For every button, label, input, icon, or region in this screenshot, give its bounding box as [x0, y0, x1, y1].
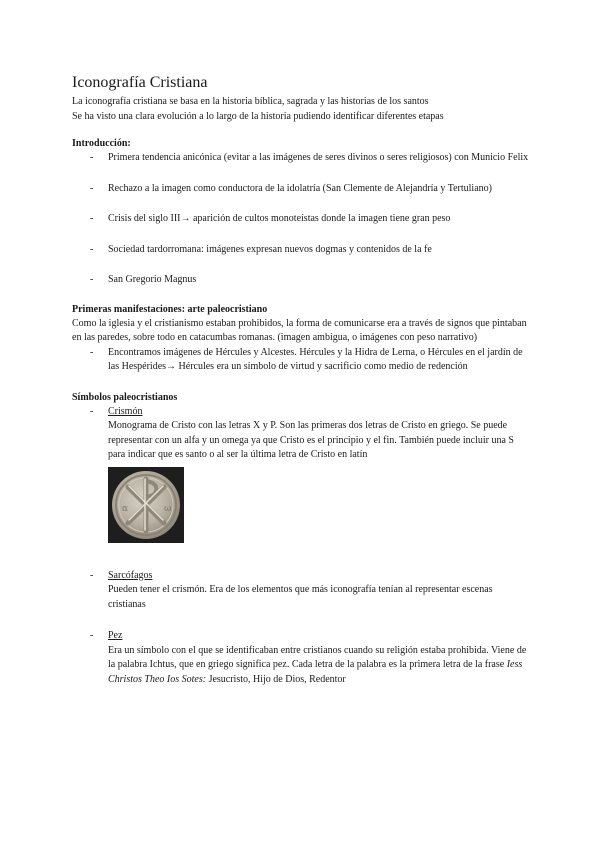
pez-label: Pez: [108, 630, 123, 641]
list-item-text: Sociedad tardorromana: imágenes expresan nuevos dogmas y contenidos de la fe: [108, 243, 432, 255]
sarcofagos-text: Pueden tener el crismón. Era de los elementos que más iconografía tenían al representar escenas cristianas: [108, 584, 493, 610]
svg-text:α: α: [122, 503, 129, 514]
page-title: Iconografía Cristiana: [72, 74, 208, 91]
primeras-list: [72, 346, 532, 375]
primeras-body: Como la iglesia y el cristianismo estaban prohibidos, la forma de comunicarse era a través de signos que pintaban en las paredes, sobre todo en catacumbas romanas. (imagen ambigua, o imágenes con peso narrativo): [72, 317, 527, 343]
section-heading-simbolos: Símbolos paleocristianos: [72, 391, 178, 403]
svg-text:ω: ω: [164, 503, 172, 514]
list-item: - Rechazo a la imagen como conductora de la idolatría (San Clemente de Alejandría y Tertuliano): [90, 182, 492, 194]
sarcofagos-label: Sarcófagos: [108, 569, 153, 581]
simbolos-list: [72, 405, 532, 688]
pez-text-before: Era un símbolo con el que se identificaban entre cristianos cuando su religión estaba prohibida. Viene de la palabra Ichtus, que en griego significa pez. Cada letra de la palabra es la primera letra de la frase: [108, 644, 527, 670]
introduccion-list: [72, 151, 532, 288]
crismon-text: Monograma de Cristo con las letras X y P. Son las primeras dos letras de Cristo en griego. Se puede representar con un alfa y un omega ya que Cristo es el principio y el fin. También puede incluir una S para indicar que es santo o al ser la última letra de Cristo en latín: [108, 420, 514, 460]
list-item: - Encontramos imágenes de Hércules y Alcestes. Hércules y la Hidra de Lerna, o Hércules en el jardín de las Hespérides→ Hércules era un símbolo de virtud y sacrificio como medio de redención: [90, 346, 523, 372]
list-item: - Crisis del siglo III→ aparición de cultos monoteístas donde la imagen tiene gran peso: [90, 213, 451, 224]
list-item-text: Rechazo a la imagen como conductora de la idolatría (San Clemente de Alejandría y Tertuliano): [108, 182, 492, 194]
document-content: [72, 74, 532, 687]
crismon-image: [108, 467, 184, 543]
list-item-text: Crisis del siglo III→ aparición de cultos monoteístas donde la imagen tiene gran peso: [108, 213, 451, 224]
list-item-text: Primera tendencia anicónica (evitar a las imágenes de seres divinos o seres religiosos) con Municio Felix: [108, 152, 529, 163]
section-heading-introduccion: Introducción:: [72, 138, 131, 149]
intro-line-2: Se ha visto una clara evolución a lo largo de la historia pudiendo identificar diferentes etapas: [72, 110, 444, 122]
list-item: - Primera tendencia anicónica (evitar a las imágenes de seres divinos o seres religiosos) con Municio Felix: [90, 152, 529, 163]
list-item-pez: - Pez Era un símbolo con el que se identificaban entre cristianos cuando su religión estaba prohibida. Viene de la palabra Ichtus, que en griego significa pez. Cada letra de la palabra es la primera letra de la frase Iess Christos Theo Ios Sotes: Jesucristo, Hijo de Dios, Redentor: [90, 630, 527, 685]
list-item-sarcofagos: - Sarcófagos Pueden tener el crismón. Era de los elementos que más iconografía tenían al representar escenas cristianas: [90, 569, 493, 610]
list-item-text: Encontramos imágenes de Hércules y Alcestes. Hércules y la Hidra de Lerna, o Hércules en el jardín de las Hespérides→ Hércules era un símbolo de virtud y sacrificio como medio de redención: [108, 346, 523, 372]
list-item-text: San Gregorio Magnus: [108, 274, 197, 285]
pez-text-after: Jesucristo, Hijo de Dios, Redentor: [206, 673, 346, 685]
list-item: - Sociedad tardorromana: imágenes expresan nuevos dogmas y contenidos de la fe: [90, 243, 432, 255]
section-heading-primeras: Primeras manifestaciones: arte paleocristiano: [72, 303, 268, 315]
list-item: - San Gregorio Magnus: [90, 274, 197, 285]
list-item-crismon: - Crismón Monograma de Cristo con las letras X y P. Son las primeras dos letras de Cristo en griego. Se puede representar con un alfa y un omega ya que Cristo es el principio y el fin. También puede incluir una S para indicar que es santo o al ser la última letra de Cristo en latín α ω: [72, 405, 532, 543]
intro-line-1: La iconografía cristiana se basa en la historia bíblica, sagrada y las historias de los santos: [72, 96, 429, 107]
crismon-relief-icon: [108, 467, 184, 543]
crismon-label: Crismón: [108, 405, 143, 417]
pez-text-italic: Iess Christos Theo Ios Sotes:: [108, 659, 523, 685]
